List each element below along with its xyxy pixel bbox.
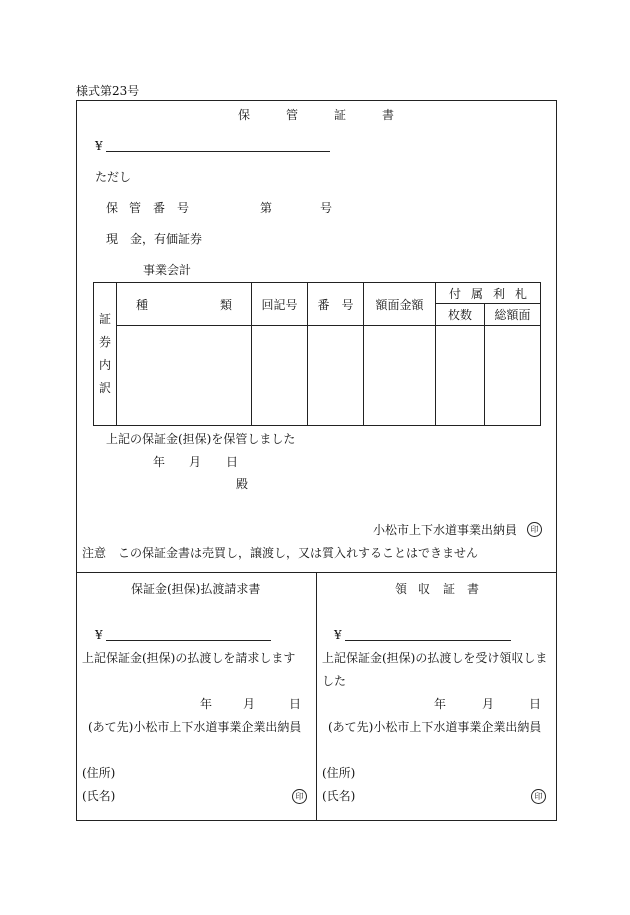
date-month: 月: [189, 455, 202, 469]
right-yen-mark: ¥: [334, 628, 342, 642]
left-name-label: (氏名): [82, 789, 116, 803]
left-panel-title: 保証金(担保)払渡請求書: [131, 582, 261, 596]
jigyo-kaikei-label: 事業会計: [143, 263, 192, 277]
yen-mark: ¥: [95, 139, 103, 153]
right-title-char-4: 書: [467, 582, 480, 596]
left-date-year: 年: [200, 697, 213, 711]
cash-securities-label: 現 金，有価証券: [106, 232, 203, 246]
side-char-1: 証: [98, 312, 111, 326]
shurui-char-2: 類: [220, 297, 233, 312]
left-address-label: (住所): [82, 766, 116, 780]
bango-char-2: 号: [341, 297, 354, 312]
title-char-3: 証: [334, 108, 347, 122]
col-bango: [308, 283, 364, 326]
form-number: 様式第23号: [76, 84, 140, 98]
right-address-label: (住所): [322, 766, 356, 780]
fuzoku-char-3: 利: [493, 286, 506, 301]
left-yen-mark: ¥: [95, 628, 103, 642]
fuzoku-char-4: 札: [515, 286, 528, 301]
col-gakumen: 額面金額: [364, 283, 436, 326]
cell-sougaku: [485, 326, 541, 426]
left-addressee: (あて先)小松市上下水道事業企業出納員: [88, 720, 302, 734]
right-seal: 印: [531, 789, 546, 804]
right-body-line1: 上記保証金(担保)の払渡しを受け領収しま: [322, 651, 548, 665]
fuzoku-char-1: 付: [448, 286, 461, 301]
tadashi-label: ただし: [95, 170, 132, 184]
left-seal: 印: [292, 789, 307, 804]
right-date-month: 月: [482, 697, 495, 711]
hokan-char-2: 管: [129, 201, 142, 215]
dai-label: 第: [260, 201, 273, 215]
side-label-cell: [94, 283, 117, 426]
fuzoku-char-2: 属: [470, 286, 483, 301]
date-day: 日: [226, 455, 239, 469]
left-date-month: 月: [243, 697, 256, 711]
right-date-day: 日: [529, 697, 542, 711]
shurui-char-1: 種: [135, 297, 148, 312]
left-amount-line: [106, 640, 271, 641]
hokan-char-1: 保: [106, 201, 119, 215]
side-char-2: 券: [98, 335, 111, 349]
hokan-char-4: 号: [177, 201, 190, 215]
right-body-line2: した: [322, 674, 347, 688]
col-kaikigo: 回記号: [252, 283, 308, 326]
cell-shurui: [117, 326, 252, 426]
cell-gakumen: [364, 326, 436, 426]
col-shurui: [117, 283, 252, 326]
side-char-4: 訳: [98, 381, 111, 395]
cell-maisu: [436, 326, 485, 426]
title-char-1: 保: [238, 108, 251, 122]
go-label: 号: [320, 201, 333, 215]
securities-table: [93, 282, 541, 426]
right-amount-line: [345, 640, 511, 641]
issuer-seal: 印: [527, 522, 542, 537]
cell-bango: [308, 326, 364, 426]
cell-kaikigo: [252, 326, 308, 426]
right-title-char-2: 収: [418, 582, 431, 596]
issuer-name: 小松市上下水道事業出納員: [373, 523, 518, 537]
right-addressee: (あて先)小松市上下水道事業企業出納員: [328, 720, 542, 734]
right-title-char-1: 領: [395, 582, 408, 596]
title-char-2: 管: [286, 108, 299, 122]
title-char-4: 書: [382, 108, 395, 122]
notice-text: 注意 この保証金書は売買し，譲渡し，又は質入れすることはできません: [82, 546, 479, 560]
col-maisu: 枚数: [436, 304, 485, 326]
left-date-day: 日: [289, 697, 302, 711]
left-body: 上記保証金(担保)の払渡しを請求します: [82, 651, 296, 665]
statement-text: 上記の保証金(担保)を保管しました: [106, 432, 296, 446]
right-title-char-3: 証: [443, 582, 456, 596]
bottom-divider: [316, 572, 317, 821]
col-sougaku: 総額面: [485, 304, 541, 326]
hokan-char-3: 番: [153, 201, 166, 215]
right-date-year: 年: [434, 697, 447, 711]
col-fuzoku: [436, 283, 541, 304]
dono-label: 殿: [236, 477, 249, 491]
date-year: 年: [153, 455, 166, 469]
right-name-label: (氏名): [322, 789, 356, 803]
amount-line: [106, 151, 330, 152]
side-char-3: 内: [98, 358, 111, 372]
bango-char-1: 番: [317, 297, 330, 312]
